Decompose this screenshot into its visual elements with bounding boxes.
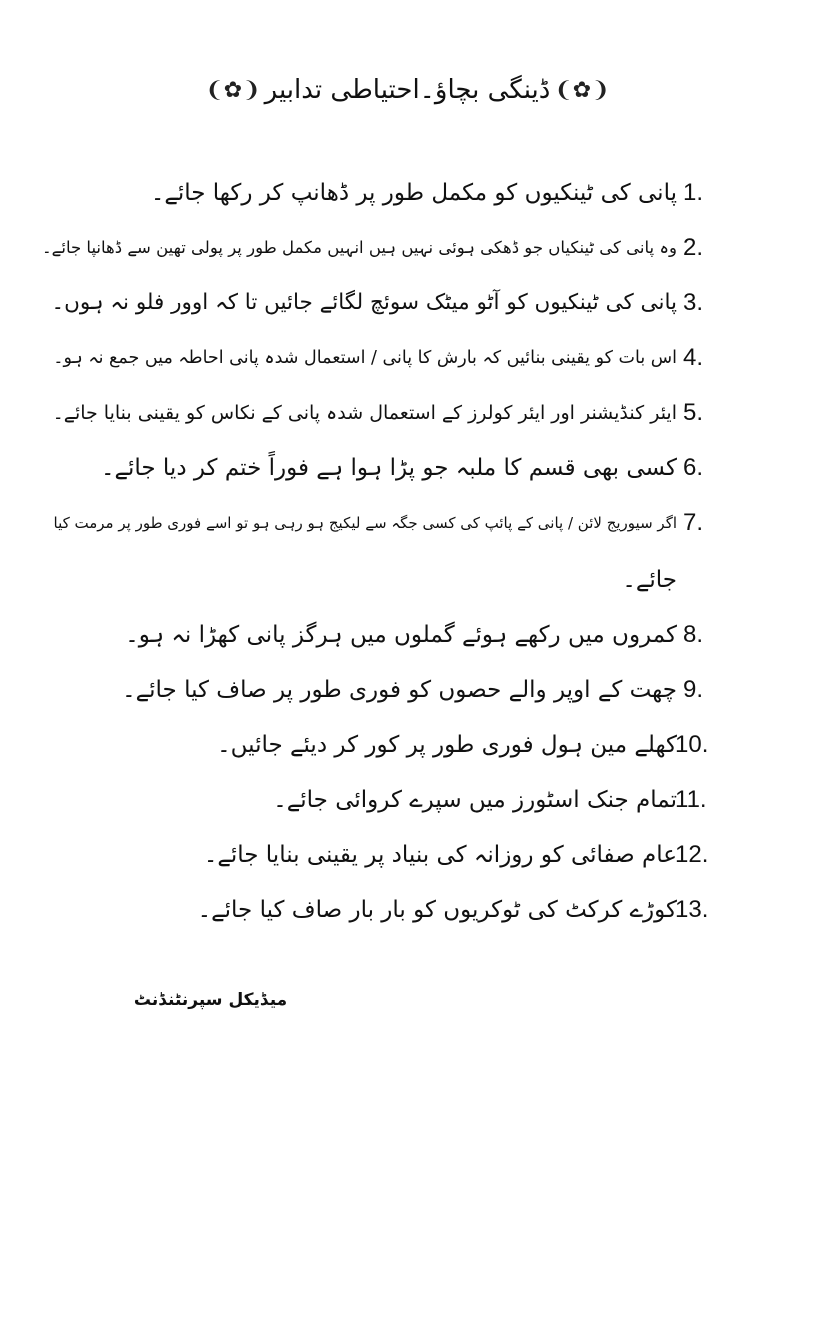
list-item-number: 11. [675,786,707,813]
list-item-8 [125,618,677,652]
list-item-text: اگر سیوریج لائن / پانی کے پائپ کی کسی جگہ سے لیکیج ہو رہی ہو تو اسے فوری طور پر مرمت کیا [53,514,677,532]
list-item-text: چھت کے اوپر والے حصوں کو فوری طور پر صاف کیا جائے۔ [122,677,677,703]
title-text: ڈینگی بچاؤ۔احتیاطی تدابیر [264,75,551,105]
list-item-text: پانی کی ٹینکیوں کو آٹو میٹک سوئچ لگائے جائیں تا کہ اوور فلو نہ ہوں۔ [51,290,677,315]
list-item-11 [273,783,677,817]
page-title [0,70,815,111]
list-item-text: اس بات کو یقینی بنائیں کہ بارش کا پانی / استعمال شدہ پانی احاطہ میں جمع نہ ہو۔ [53,348,677,368]
list-item-number: 8. [683,621,704,648]
list-item-text: تمام جنک اسٹورز میں سپرے کروائی جائے۔ [273,787,677,813]
list-item-number: 6. [683,454,704,481]
list-item-number: 10. [675,731,709,758]
title-ornament-left: ❨✿❩ [205,77,261,103]
list-item-number: 13. [675,896,709,923]
list-item-7 [54,506,677,540]
list-item-3 [51,286,677,320]
list-item-text: وہ پانی کی ٹینکیاں جو ڈھکی ہوئی نہیں ہیں انہیں مکمل طور پر پولی تھین سے ڈھانپا جائے۔ [42,238,677,257]
list-item-text: عام صفائی کو روزانہ کی بنیاد پر یقینی بنایا جائے۔ [203,842,677,868]
list-item-text: ایئر کنڈیشنر اور ایئر کولرز کے استعمال شدہ پانی کے نکاس کو یقینی بنایا جائے۔ [52,402,677,424]
list-item-number: 9. [683,676,704,703]
list-item-text: کوڑے کرکٹ کی ٹوکریوں کو بار بار صاف کیا جائے۔ [197,897,677,923]
list-item-text: کسی بھی قسم کا ملبہ جو پڑا ہوا ہے فوراً ختم کر دیا جائے۔ [101,455,677,481]
list-item-6 [101,451,677,485]
list-item-12 [204,838,677,872]
list-item-7-continuation [622,563,677,597]
list-item-number: 5. [683,399,704,426]
list-item-number: 7. [683,509,704,536]
list-item-13 [198,893,677,927]
list-item-2 [42,231,677,265]
list-item-4 [53,341,677,375]
list-item-number: 4. [683,344,704,371]
list-item-text: کھلے مین ہول فوری طور پر کور کر دیئے جائیں۔ [217,732,677,758]
list-item-number: 12. [675,841,709,868]
list-item-number: 1. [683,179,704,206]
signature-medical-superintendent: میڈیکل سپرنٹنڈنٹ [133,990,288,1010]
list-item-text: پانی کی ٹینکیوں کو مکمل طور پر ڈھانپ کر رکھا جائے۔ [150,180,677,206]
list-item-9 [122,673,677,707]
title-ornament-right: ❨✿❩ [554,77,610,103]
list-item-5 [53,396,677,430]
list-item-text: جائے۔ [622,567,677,593]
list-item-number: 2. [683,234,704,261]
list-item-10 [217,728,677,762]
list-item-1 [151,176,677,210]
list-item-number: 3. [683,289,704,316]
list-item-text: کمروں میں رکھے ہوئے گملوں میں ہرگز پانی کھڑا نہ ہو۔ [125,622,677,648]
